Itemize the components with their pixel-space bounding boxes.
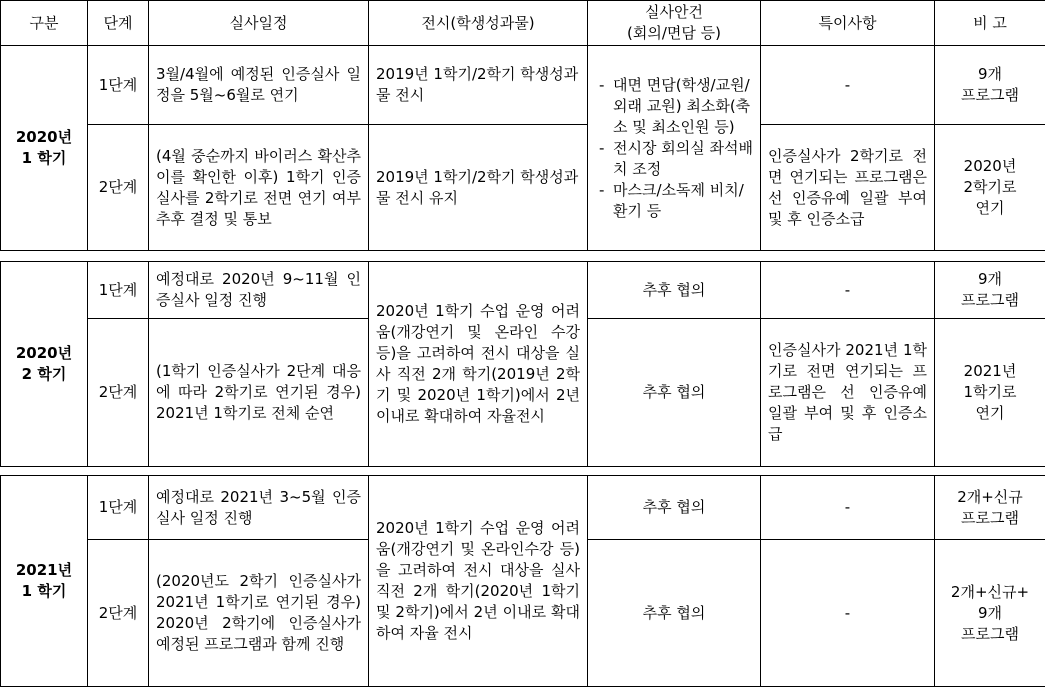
note-cell xyxy=(935,540,1045,687)
note-line1: 9개 xyxy=(977,270,1003,288)
agenda-cell: 추후 협의 xyxy=(588,540,761,687)
special-cell: 인증실사가 2021년 1학기로 전면 연기되는 프로그램은 선 인증유예 일괄 부여 및 후 인증소급 xyxy=(761,319,935,467)
period-line1: 2021년 xyxy=(15,561,73,579)
stage-cell: 1단계 xyxy=(88,476,149,540)
header-special: 특이사항 xyxy=(761,1,935,46)
period-line2: 1 학기 xyxy=(21,582,67,600)
agenda-cell: 추후 협의 xyxy=(588,262,761,319)
special-cell: - xyxy=(761,46,935,125)
period-cell xyxy=(1,262,88,467)
table-row xyxy=(1,125,1045,251)
note-cell xyxy=(935,319,1045,467)
note-line2: 프로그램 xyxy=(961,86,1019,104)
period-line1: 2020년 xyxy=(15,128,73,146)
period-cell xyxy=(1,46,88,251)
note-cell xyxy=(935,46,1045,125)
stage-cell: 2단계 xyxy=(88,125,149,251)
schedule-cell: (2020년도 2학기 인증실사가 2021년 1학기로 연기된 경우) 2020년 2학기에 인증실사가 예정된 프로그램과 함께 진행 xyxy=(149,540,369,687)
note-line1: 2개+신규+ xyxy=(950,582,1030,601)
note-line1: 2개+신규 xyxy=(957,487,1023,506)
note-line2: 프로그램 xyxy=(961,508,1019,527)
table-row xyxy=(1,476,1045,540)
agenda-cell: 추후 협의 xyxy=(588,319,761,467)
table-row xyxy=(1,262,1045,319)
agenda-cell xyxy=(588,46,761,251)
header-agenda-line2: (회의/면담 등) xyxy=(627,24,721,42)
special-cell: - xyxy=(761,262,935,319)
header-agenda-line1: 실사안건 xyxy=(645,3,703,21)
schedule-cell: 3월/4월에 예정된 인증실사 일정을 5월~6월로 연기 xyxy=(149,46,369,125)
header-schedule: 실사일정 xyxy=(149,1,369,46)
stage-cell: 2단계 xyxy=(88,319,149,467)
table-row xyxy=(1,46,1045,125)
agenda-item: - 대면 면담(학생/교원/외래 교원) 최소화(축소 및 최소인원 등) xyxy=(595,75,753,138)
note-line3: 연기 xyxy=(975,199,1005,217)
plan-table-2021-1 xyxy=(0,475,1045,687)
special-cell: 인증실사가 2학기로 전면 연기되는 프로그램은 선 인증유예 일괄 부여 및 후 인증소급 xyxy=(761,125,935,251)
period-line2: 1 학기 xyxy=(21,149,67,167)
note-line3: 프로그램 xyxy=(961,624,1019,643)
note-line2: 프로그램 xyxy=(961,291,1019,309)
header-stage: 단계 xyxy=(88,1,149,46)
note-line2: 2학기로 xyxy=(963,178,1017,196)
period-line2: 2 학기 xyxy=(21,365,67,383)
period-line1: 2020년 xyxy=(15,344,73,362)
exhibit-cell: 2020년 1학기 수업 운영 어려움(개강연기 및 온라인 수강 등)을 고려하여 전시 대상을 실사 직전 2개 학기(2019년 2학기 및 2020년 1학기)에서 2년 이내로 확대하여 자율전시 xyxy=(369,262,588,467)
note-line3: 연기 xyxy=(975,404,1005,422)
agenda-list xyxy=(595,75,753,222)
header-agenda xyxy=(588,1,761,46)
schedule-cell: 예정대로 2021년 3~5월 인증실사 일정 진행 xyxy=(149,476,369,540)
header-exhibit: 전시(학생성과물) xyxy=(369,1,588,46)
agenda-item: - 전시장 회의실 좌석배치 조정 xyxy=(595,138,753,180)
header-note: 비 고 xyxy=(935,1,1045,46)
agenda-item: - 마스크/소독제 비치/환기 등 xyxy=(595,180,753,222)
plan-table-2020-1 xyxy=(0,0,1045,251)
agenda-cell: 추후 협의 xyxy=(588,476,761,540)
note-cell xyxy=(935,125,1045,251)
table-header-row xyxy=(1,1,1045,46)
note-line2: 9개 xyxy=(977,603,1003,622)
plan-table-2020-2 xyxy=(0,261,1045,467)
exhibit-cell: 2019년 1학기/2학기 학생성과물 전시 xyxy=(369,46,588,125)
note-line1: 2021년 xyxy=(963,362,1017,380)
stage-cell: 1단계 xyxy=(88,46,149,125)
schedule-cell: 예정대로 2020년 9~11월 인증실사 일정 진행 xyxy=(149,262,369,319)
header-category: 구분 xyxy=(1,1,88,46)
special-cell: - xyxy=(761,540,935,687)
note-line2: 1학기로 xyxy=(963,383,1017,401)
stage-cell: 1단계 xyxy=(88,262,149,319)
schedule-cell: (1학기 인증실사가 2단계 대응에 따라 2학기로 연기된 경우) 2021년 1학기로 전체 순연 xyxy=(149,319,369,467)
note-cell xyxy=(935,476,1045,540)
note-cell xyxy=(935,262,1045,319)
schedule-cell: (4월 중순까지 바이러스 확산추이를 확인한 이후) 1학기 인증실사를 2학기로 전면 연기 여부 추후 결정 및 통보 xyxy=(149,125,369,251)
exhibit-cell: 2019년 1학기/2학기 학생성과물 전시 유지 xyxy=(369,125,588,251)
stage-cell: 2단계 xyxy=(88,540,149,687)
note-line1: 9개 xyxy=(977,65,1003,83)
exhibit-cell: 2020년 1학기 수업 운영 어려움(개강연기 및 온라인수강 등)을 고려하여 전시 대상을 실사 직전 2개 학기(2020년 1학기 및 2학기)에서 2년 이내로 확대하여 자율 전시 xyxy=(369,476,588,687)
note-line1: 2020년 xyxy=(963,157,1017,175)
period-cell xyxy=(1,476,88,687)
special-cell: - xyxy=(761,476,935,540)
